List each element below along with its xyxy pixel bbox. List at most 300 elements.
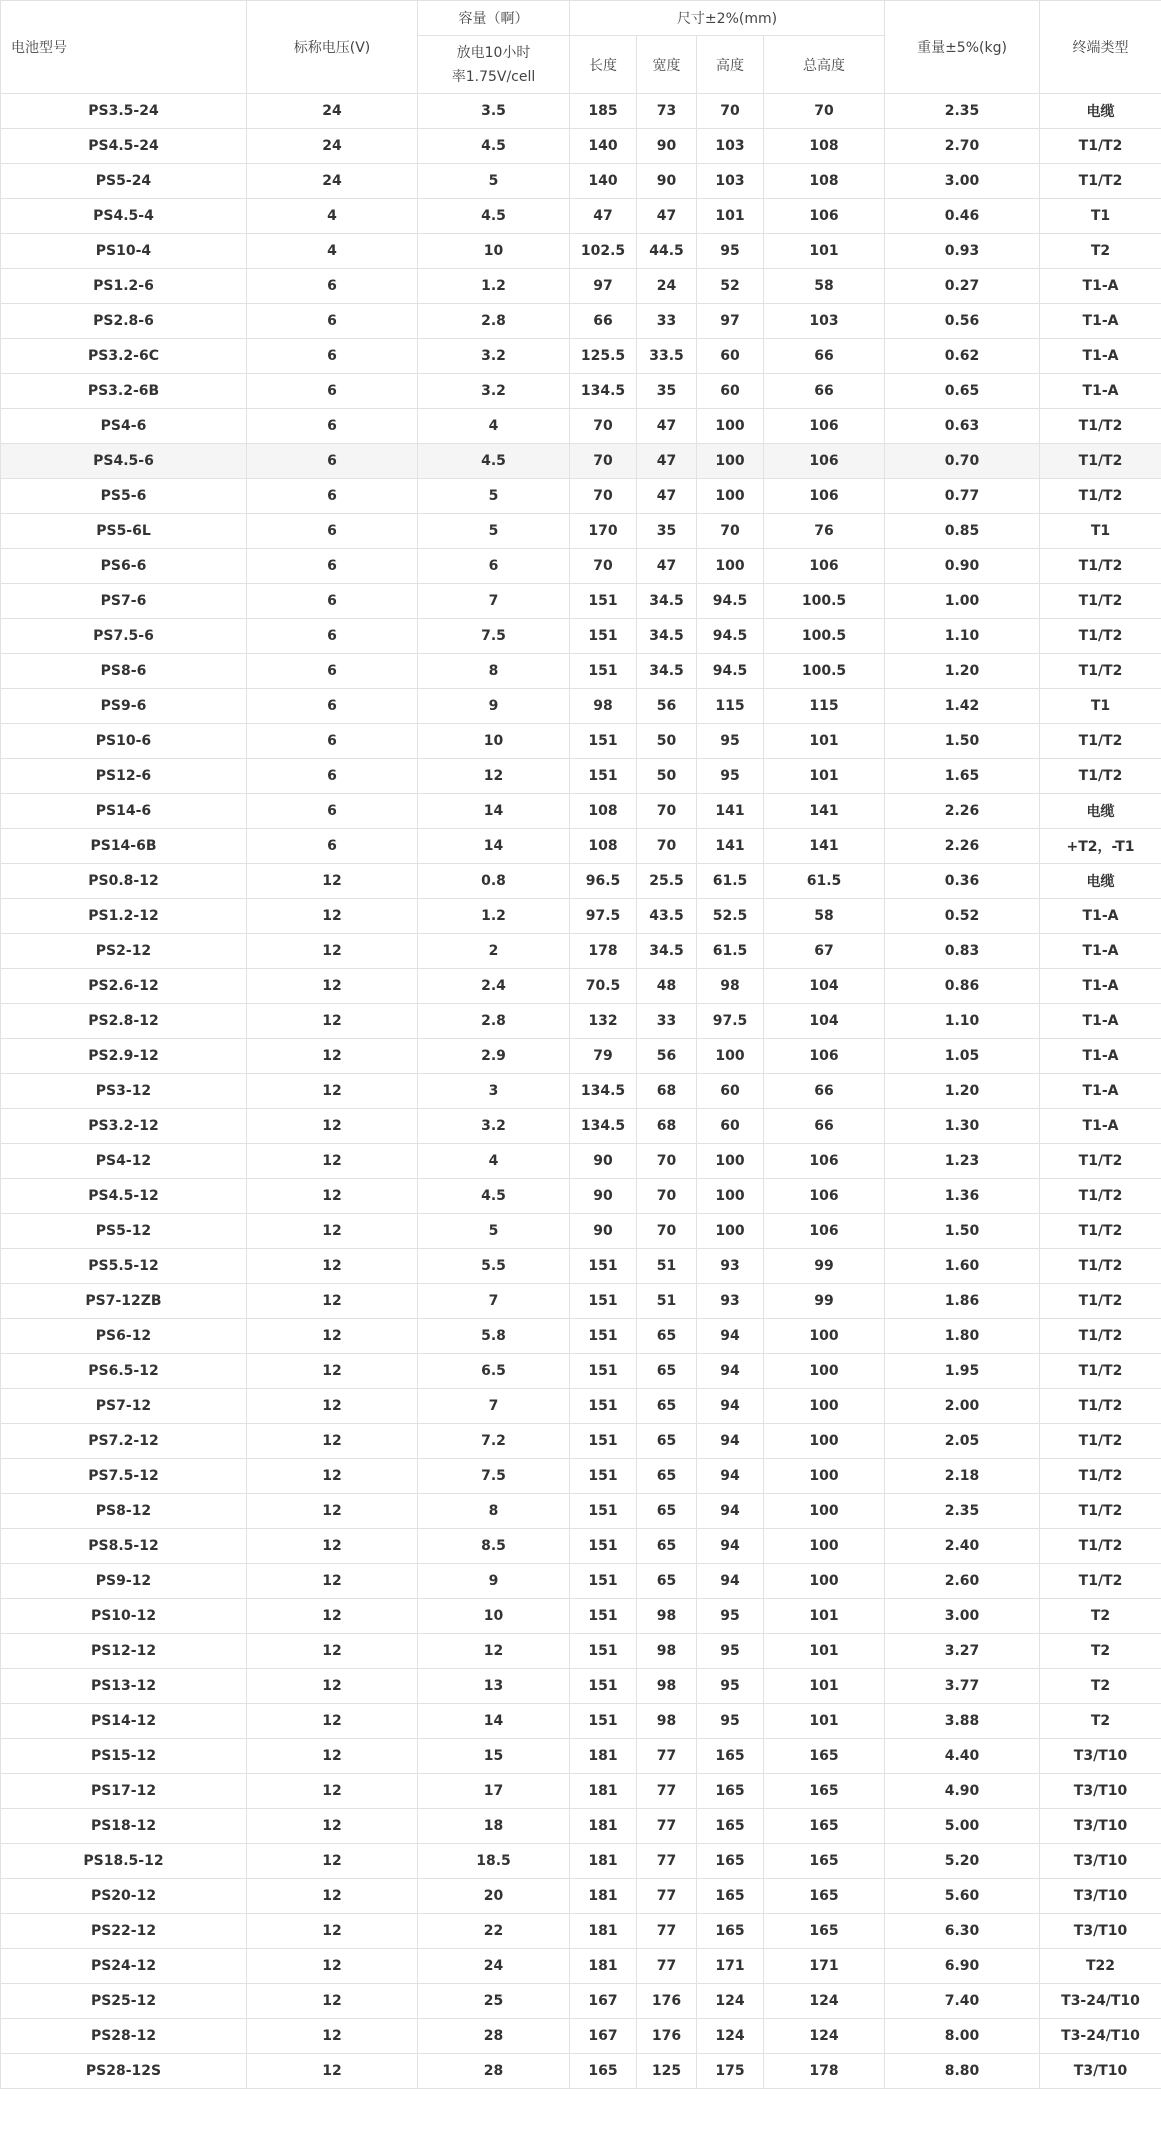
cell-weight: 3.77: [885, 1669, 1040, 1704]
cell-weight: 0.85: [885, 514, 1040, 549]
cell-height: 171: [697, 1949, 764, 1984]
cell-width: 56: [637, 689, 697, 724]
cell-capacity: 12: [418, 1634, 570, 1669]
cell-terminal: T1-A: [1040, 969, 1161, 1004]
cell-capacity: 6.5: [418, 1354, 570, 1389]
cell-capacity: 18: [418, 1809, 570, 1844]
cell-total-height: 103: [764, 304, 885, 339]
cell-capacity: 1.2: [418, 269, 570, 304]
cell-voltage: 12: [247, 1669, 418, 1704]
cell-model: PS10-4: [1, 234, 247, 269]
table-row: [1, 1704, 1161, 1739]
cell-capacity: 8: [418, 1494, 570, 1529]
cell-width: 77: [637, 1844, 697, 1879]
cell-weight: 1.20: [885, 654, 1040, 689]
table-row: [1, 724, 1161, 759]
cell-total-height: 100: [764, 1424, 885, 1459]
cell-height: 94.5: [697, 619, 764, 654]
cell-voltage: 6: [247, 374, 418, 409]
cell-length: 151: [570, 759, 637, 794]
cell-model: PS2.8-12: [1, 1004, 247, 1039]
cell-capacity: 4.5: [418, 444, 570, 479]
cell-width: 34.5: [637, 619, 697, 654]
cell-height: 94: [697, 1494, 764, 1529]
cell-length: 151: [570, 1564, 637, 1599]
cell-length: 151: [570, 1424, 637, 1459]
cell-length: 47: [570, 199, 637, 234]
cell-height: 94.5: [697, 654, 764, 689]
cell-capacity: 8.5: [418, 1529, 570, 1564]
table-row: [1, 934, 1161, 969]
table-header: [1, 1, 1161, 94]
cell-voltage: 4: [247, 234, 418, 269]
cell-weight: 1.50: [885, 1214, 1040, 1249]
cell-weight: 8.80: [885, 2054, 1040, 2089]
cell-width: 47: [637, 444, 697, 479]
table-row: [1, 2054, 1161, 2089]
cell-capacity: 2.4: [418, 969, 570, 1004]
cell-terminal: T1-A: [1040, 1109, 1161, 1144]
cell-terminal: T1-A: [1040, 269, 1161, 304]
cell-length: 134.5: [570, 374, 637, 409]
cell-total-height: 106: [764, 1144, 885, 1179]
cell-length: 108: [570, 829, 637, 864]
cell-terminal: T1/T2: [1040, 619, 1161, 654]
cell-weight: 1.95: [885, 1354, 1040, 1389]
cell-weight: 1.86: [885, 1284, 1040, 1319]
cell-weight: 5.20: [885, 1844, 1040, 1879]
cell-width: 68: [637, 1074, 697, 1109]
cell-length: 66: [570, 304, 637, 339]
cell-width: 65: [637, 1529, 697, 1564]
cell-model: PS7.5-6: [1, 619, 247, 654]
table-row: [1, 1319, 1161, 1354]
table-row: [1, 1424, 1161, 1459]
cell-capacity: 7: [418, 1389, 570, 1424]
cell-total-height: 104: [764, 969, 885, 1004]
cell-total-height: 108: [764, 164, 885, 199]
cell-model: PS8.5-12: [1, 1529, 247, 1564]
header-size-group: 尺寸±2%(mm): [570, 1, 885, 36]
cell-voltage: 6: [247, 619, 418, 654]
cell-model: PS7.5-12: [1, 1459, 247, 1494]
cell-total-height: 100: [764, 1564, 885, 1599]
table-row: [1, 794, 1161, 829]
cell-total-height: 124: [764, 2019, 885, 2054]
cell-model: PS14-6: [1, 794, 247, 829]
cell-weight: 1.20: [885, 1074, 1040, 1109]
cell-weight: 2.40: [885, 1529, 1040, 1564]
cell-capacity: 6: [418, 549, 570, 584]
cell-terminal: T1: [1040, 689, 1161, 724]
table-row: [1, 1774, 1161, 1809]
cell-width: 50: [637, 759, 697, 794]
cell-width: 65: [637, 1389, 697, 1424]
cell-model: PS5-12: [1, 1214, 247, 1249]
cell-height: 165: [697, 1844, 764, 1879]
cell-width: 65: [637, 1354, 697, 1389]
cell-width: 33.5: [637, 339, 697, 374]
cell-width: 70: [637, 829, 697, 864]
cell-total-height: 141: [764, 829, 885, 864]
cell-weight: 1.23: [885, 1144, 1040, 1179]
cell-capacity: 10: [418, 234, 570, 269]
cell-capacity: 2.8: [418, 304, 570, 339]
cell-terminal: T1-A: [1040, 339, 1161, 374]
cell-width: 34.5: [637, 654, 697, 689]
cell-weight: 0.27: [885, 269, 1040, 304]
cell-voltage: 6: [247, 794, 418, 829]
cell-voltage: 12: [247, 1214, 418, 1249]
table-row: [1, 444, 1161, 479]
cell-length: 96.5: [570, 864, 637, 899]
cell-model: PS22-12: [1, 1914, 247, 1949]
cell-width: 65: [637, 1459, 697, 1494]
cell-terminal: T1/T2: [1040, 1144, 1161, 1179]
cell-width: 56: [637, 1039, 697, 1074]
cell-total-height: 171: [764, 1949, 885, 1984]
cell-terminal: T1/T2: [1040, 654, 1161, 689]
cell-weight: 0.90: [885, 549, 1040, 584]
cell-height: 95: [697, 1599, 764, 1634]
cell-height: 115: [697, 689, 764, 724]
cell-length: 134.5: [570, 1074, 637, 1109]
cell-capacity: 2.8: [418, 1004, 570, 1039]
cell-voltage: 12: [247, 899, 418, 934]
cell-width: 77: [637, 1774, 697, 1809]
cell-length: 108: [570, 794, 637, 829]
cell-weight: 4.90: [885, 1774, 1040, 1809]
cell-capacity: 5.8: [418, 1319, 570, 1354]
table-row: [1, 864, 1161, 899]
cell-height: 94: [697, 1459, 764, 1494]
cell-voltage: 12: [247, 934, 418, 969]
cell-width: 65: [637, 1494, 697, 1529]
cell-terminal: T1/T2: [1040, 409, 1161, 444]
cell-weight: 4.40: [885, 1739, 1040, 1774]
cell-width: 77: [637, 1879, 697, 1914]
cell-terminal: T1-A: [1040, 899, 1161, 934]
cell-voltage: 12: [247, 1249, 418, 1284]
cell-width: 70: [637, 794, 697, 829]
cell-height: 97.5: [697, 1004, 764, 1039]
table-row: [1, 1004, 1161, 1039]
cell-terminal: T3/T10: [1040, 1739, 1161, 1774]
cell-width: 77: [637, 1809, 697, 1844]
header-voltage: 标称电压(V): [247, 1, 418, 94]
cell-capacity: 13: [418, 1669, 570, 1704]
cell-model: PS6-6: [1, 549, 247, 584]
cell-width: 98: [637, 1599, 697, 1634]
cell-width: 73: [637, 94, 697, 129]
cell-voltage: 12: [247, 1844, 418, 1879]
cell-length: 132: [570, 1004, 637, 1039]
table-row: [1, 479, 1161, 514]
cell-length: 181: [570, 1879, 637, 1914]
cell-weight: 0.62: [885, 339, 1040, 374]
cell-capacity: 25: [418, 1984, 570, 2019]
table-row: [1, 654, 1161, 689]
cell-total-height: 101: [764, 1669, 885, 1704]
cell-height: 100: [697, 479, 764, 514]
header-capacity-sub-line2: 率1.75V/cell: [451, 68, 536, 85]
cell-terminal: T3/T10: [1040, 1844, 1161, 1879]
cell-total-height: 124: [764, 1984, 885, 2019]
cell-capacity: 22: [418, 1914, 570, 1949]
cell-total-height: 106: [764, 199, 885, 234]
cell-capacity: 18.5: [418, 1844, 570, 1879]
cell-total-height: 101: [764, 724, 885, 759]
cell-voltage: 12: [247, 1564, 418, 1599]
cell-capacity: 7: [418, 584, 570, 619]
cell-width: 33: [637, 304, 697, 339]
cell-terminal: T2: [1040, 1704, 1161, 1739]
cell-weight: 0.77: [885, 479, 1040, 514]
cell-height: 94: [697, 1319, 764, 1354]
cell-weight: 2.26: [885, 829, 1040, 864]
cell-total-height: 106: [764, 444, 885, 479]
cell-weight: 8.00: [885, 2019, 1040, 2054]
cell-width: 125: [637, 2054, 697, 2089]
header-total-height: 总高度: [764, 36, 885, 94]
table-row: [1, 1529, 1161, 1564]
cell-total-height: 100: [764, 1459, 885, 1494]
cell-total-height: 76: [764, 514, 885, 549]
cell-model: PS7-12: [1, 1389, 247, 1424]
table-row: [1, 1914, 1161, 1949]
cell-weight: 2.60: [885, 1564, 1040, 1599]
cell-total-height: 101: [764, 1634, 885, 1669]
cell-model: PS3.2-12: [1, 1109, 247, 1144]
header-width: 宽度: [637, 36, 697, 94]
cell-width: 176: [637, 2019, 697, 2054]
cell-capacity: 7.5: [418, 619, 570, 654]
cell-width: 34.5: [637, 934, 697, 969]
cell-voltage: 12: [247, 1319, 418, 1354]
cell-height: 61.5: [697, 864, 764, 899]
cell-weight: 2.70: [885, 129, 1040, 164]
table-row: [1, 1739, 1161, 1774]
cell-total-height: 100.5: [764, 654, 885, 689]
cell-voltage: 12: [247, 1284, 418, 1319]
cell-voltage: 12: [247, 1774, 418, 1809]
cell-length: 151: [570, 1354, 637, 1389]
cell-height: 95: [697, 724, 764, 759]
cell-model: PS4.5-12: [1, 1179, 247, 1214]
cell-length: 181: [570, 1914, 637, 1949]
cell-model: PS6.5-12: [1, 1354, 247, 1389]
cell-width: 35: [637, 514, 697, 549]
cell-terminal: T3/T10: [1040, 1809, 1161, 1844]
cell-model: PS28-12S: [1, 2054, 247, 2089]
cell-terminal: T3/T10: [1040, 1914, 1161, 1949]
table-row: [1, 584, 1161, 619]
table-row: [1, 1844, 1161, 1879]
cell-length: 70: [570, 444, 637, 479]
cell-weight: 3.27: [885, 1634, 1040, 1669]
cell-total-height: 165: [764, 1739, 885, 1774]
cell-terminal: T1/T2: [1040, 724, 1161, 759]
cell-voltage: 12: [247, 864, 418, 899]
cell-total-height: 100.5: [764, 619, 885, 654]
cell-capacity: 17: [418, 1774, 570, 1809]
cell-height: 101: [697, 199, 764, 234]
cell-capacity: 14: [418, 794, 570, 829]
cell-terminal: T1-A: [1040, 1039, 1161, 1074]
cell-length: 151: [570, 1284, 637, 1319]
cell-terminal: T1: [1040, 514, 1161, 549]
cell-voltage: 6: [247, 724, 418, 759]
cell-length: 90: [570, 1214, 637, 1249]
cell-total-height: 100: [764, 1494, 885, 1529]
cell-total-height: 106: [764, 1039, 885, 1074]
table-row: [1, 234, 1161, 269]
cell-total-height: 66: [764, 374, 885, 409]
cell-total-height: 106: [764, 409, 885, 444]
cell-model: PS1.2-12: [1, 899, 247, 934]
cell-voltage: 6: [247, 584, 418, 619]
cell-length: 151: [570, 724, 637, 759]
cell-total-height: 61.5: [764, 864, 885, 899]
cell-weight: 0.63: [885, 409, 1040, 444]
table-row: [1, 1599, 1161, 1634]
cell-terminal: T1/T2: [1040, 1494, 1161, 1529]
cell-length: 70: [570, 549, 637, 584]
cell-weight: 1.10: [885, 619, 1040, 654]
cell-capacity: 5: [418, 479, 570, 514]
cell-height: 124: [697, 1984, 764, 2019]
cell-width: 77: [637, 1949, 697, 1984]
header-capacity-sub: [418, 36, 570, 94]
cell-model: PS12-6: [1, 759, 247, 794]
cell-length: 167: [570, 1984, 637, 2019]
cell-length: 151: [570, 1319, 637, 1354]
cell-terminal: T1/T2: [1040, 444, 1161, 479]
cell-height: 100: [697, 409, 764, 444]
cell-total-height: 101: [764, 759, 885, 794]
cell-height: 60: [697, 374, 764, 409]
table-row: [1, 1459, 1161, 1494]
cell-terminal: T3-24/T10: [1040, 2019, 1161, 2054]
cell-model: PS7-12ZB: [1, 1284, 247, 1319]
cell-length: 70.5: [570, 969, 637, 1004]
table-body: [1, 94, 1161, 2089]
cell-model: PS5-6: [1, 479, 247, 514]
header-capacity-group: 容量（啊）: [418, 1, 570, 36]
cell-weight: 2.05: [885, 1424, 1040, 1459]
cell-weight: 2.00: [885, 1389, 1040, 1424]
cell-capacity: 28: [418, 2054, 570, 2089]
cell-capacity: 20: [418, 1879, 570, 1914]
cell-length: 151: [570, 1459, 637, 1494]
cell-voltage: 12: [247, 1144, 418, 1179]
cell-voltage: 12: [247, 1109, 418, 1144]
table-row: [1, 1284, 1161, 1319]
cell-total-height: 106: [764, 549, 885, 584]
cell-terminal: T3/T10: [1040, 2054, 1161, 2089]
cell-length: 170: [570, 514, 637, 549]
cell-model: PS28-12: [1, 2019, 247, 2054]
cell-model: PS3.5-24: [1, 94, 247, 129]
cell-model: PS1.2-6: [1, 269, 247, 304]
cell-capacity: 10: [418, 724, 570, 759]
table-row: [1, 304, 1161, 339]
cell-weight: 2.35: [885, 1494, 1040, 1529]
table-row: [1, 199, 1161, 234]
cell-weight: 5.00: [885, 1809, 1040, 1844]
cell-voltage: 6: [247, 549, 418, 584]
table-row: [1, 1634, 1161, 1669]
cell-terminal: 电缆: [1040, 794, 1161, 829]
cell-total-height: 70: [764, 94, 885, 129]
table-row: [1, 514, 1161, 549]
cell-length: 90: [570, 1144, 637, 1179]
cell-voltage: 6: [247, 689, 418, 724]
cell-terminal: T1/T2: [1040, 129, 1161, 164]
cell-weight: 0.93: [885, 234, 1040, 269]
cell-width: 44.5: [637, 234, 697, 269]
cell-capacity: 7: [418, 1284, 570, 1319]
cell-weight: 6.90: [885, 1949, 1040, 1984]
cell-terminal: T1/T2: [1040, 1214, 1161, 1249]
cell-voltage: 12: [247, 1704, 418, 1739]
cell-model: PS14-12: [1, 1704, 247, 1739]
cell-weight: 3.00: [885, 1599, 1040, 1634]
cell-capacity: 4: [418, 409, 570, 444]
cell-weight: 0.46: [885, 199, 1040, 234]
table-row: [1, 1144, 1161, 1179]
cell-width: 65: [637, 1424, 697, 1459]
cell-height: 93: [697, 1249, 764, 1284]
cell-height: 60: [697, 1074, 764, 1109]
cell-total-height: 100.5: [764, 584, 885, 619]
cell-capacity: 14: [418, 829, 570, 864]
cell-total-height: 99: [764, 1249, 885, 1284]
cell-total-height: 115: [764, 689, 885, 724]
cell-total-height: 100: [764, 1389, 885, 1424]
cell-weight: 0.70: [885, 444, 1040, 479]
cell-capacity: 8: [418, 654, 570, 689]
table-row: [1, 1249, 1161, 1284]
cell-width: 68: [637, 1109, 697, 1144]
cell-height: 97: [697, 304, 764, 339]
cell-terminal: T1-A: [1040, 1074, 1161, 1109]
cell-total-height: 101: [764, 1599, 885, 1634]
cell-height: 94: [697, 1529, 764, 1564]
cell-height: 93: [697, 1284, 764, 1319]
cell-voltage: 6: [247, 479, 418, 514]
cell-length: 181: [570, 1774, 637, 1809]
cell-height: 100: [697, 1039, 764, 1074]
cell-voltage: 12: [247, 1529, 418, 1564]
cell-length: 97.5: [570, 899, 637, 934]
cell-length: 181: [570, 1844, 637, 1879]
cell-voltage: 24: [247, 164, 418, 199]
cell-weight: 1.30: [885, 1109, 1040, 1144]
cell-width: 65: [637, 1564, 697, 1599]
cell-width: 47: [637, 409, 697, 444]
cell-terminal: T1/T2: [1040, 549, 1161, 584]
cell-width: 70: [637, 1179, 697, 1214]
cell-width: 65: [637, 1319, 697, 1354]
cell-length: 151: [570, 654, 637, 689]
cell-width: 48: [637, 969, 697, 1004]
cell-length: 181: [570, 1949, 637, 1984]
cell-capacity: 4: [418, 1144, 570, 1179]
cell-length: 97: [570, 269, 637, 304]
cell-voltage: 4: [247, 199, 418, 234]
cell-width: 70: [637, 1214, 697, 1249]
